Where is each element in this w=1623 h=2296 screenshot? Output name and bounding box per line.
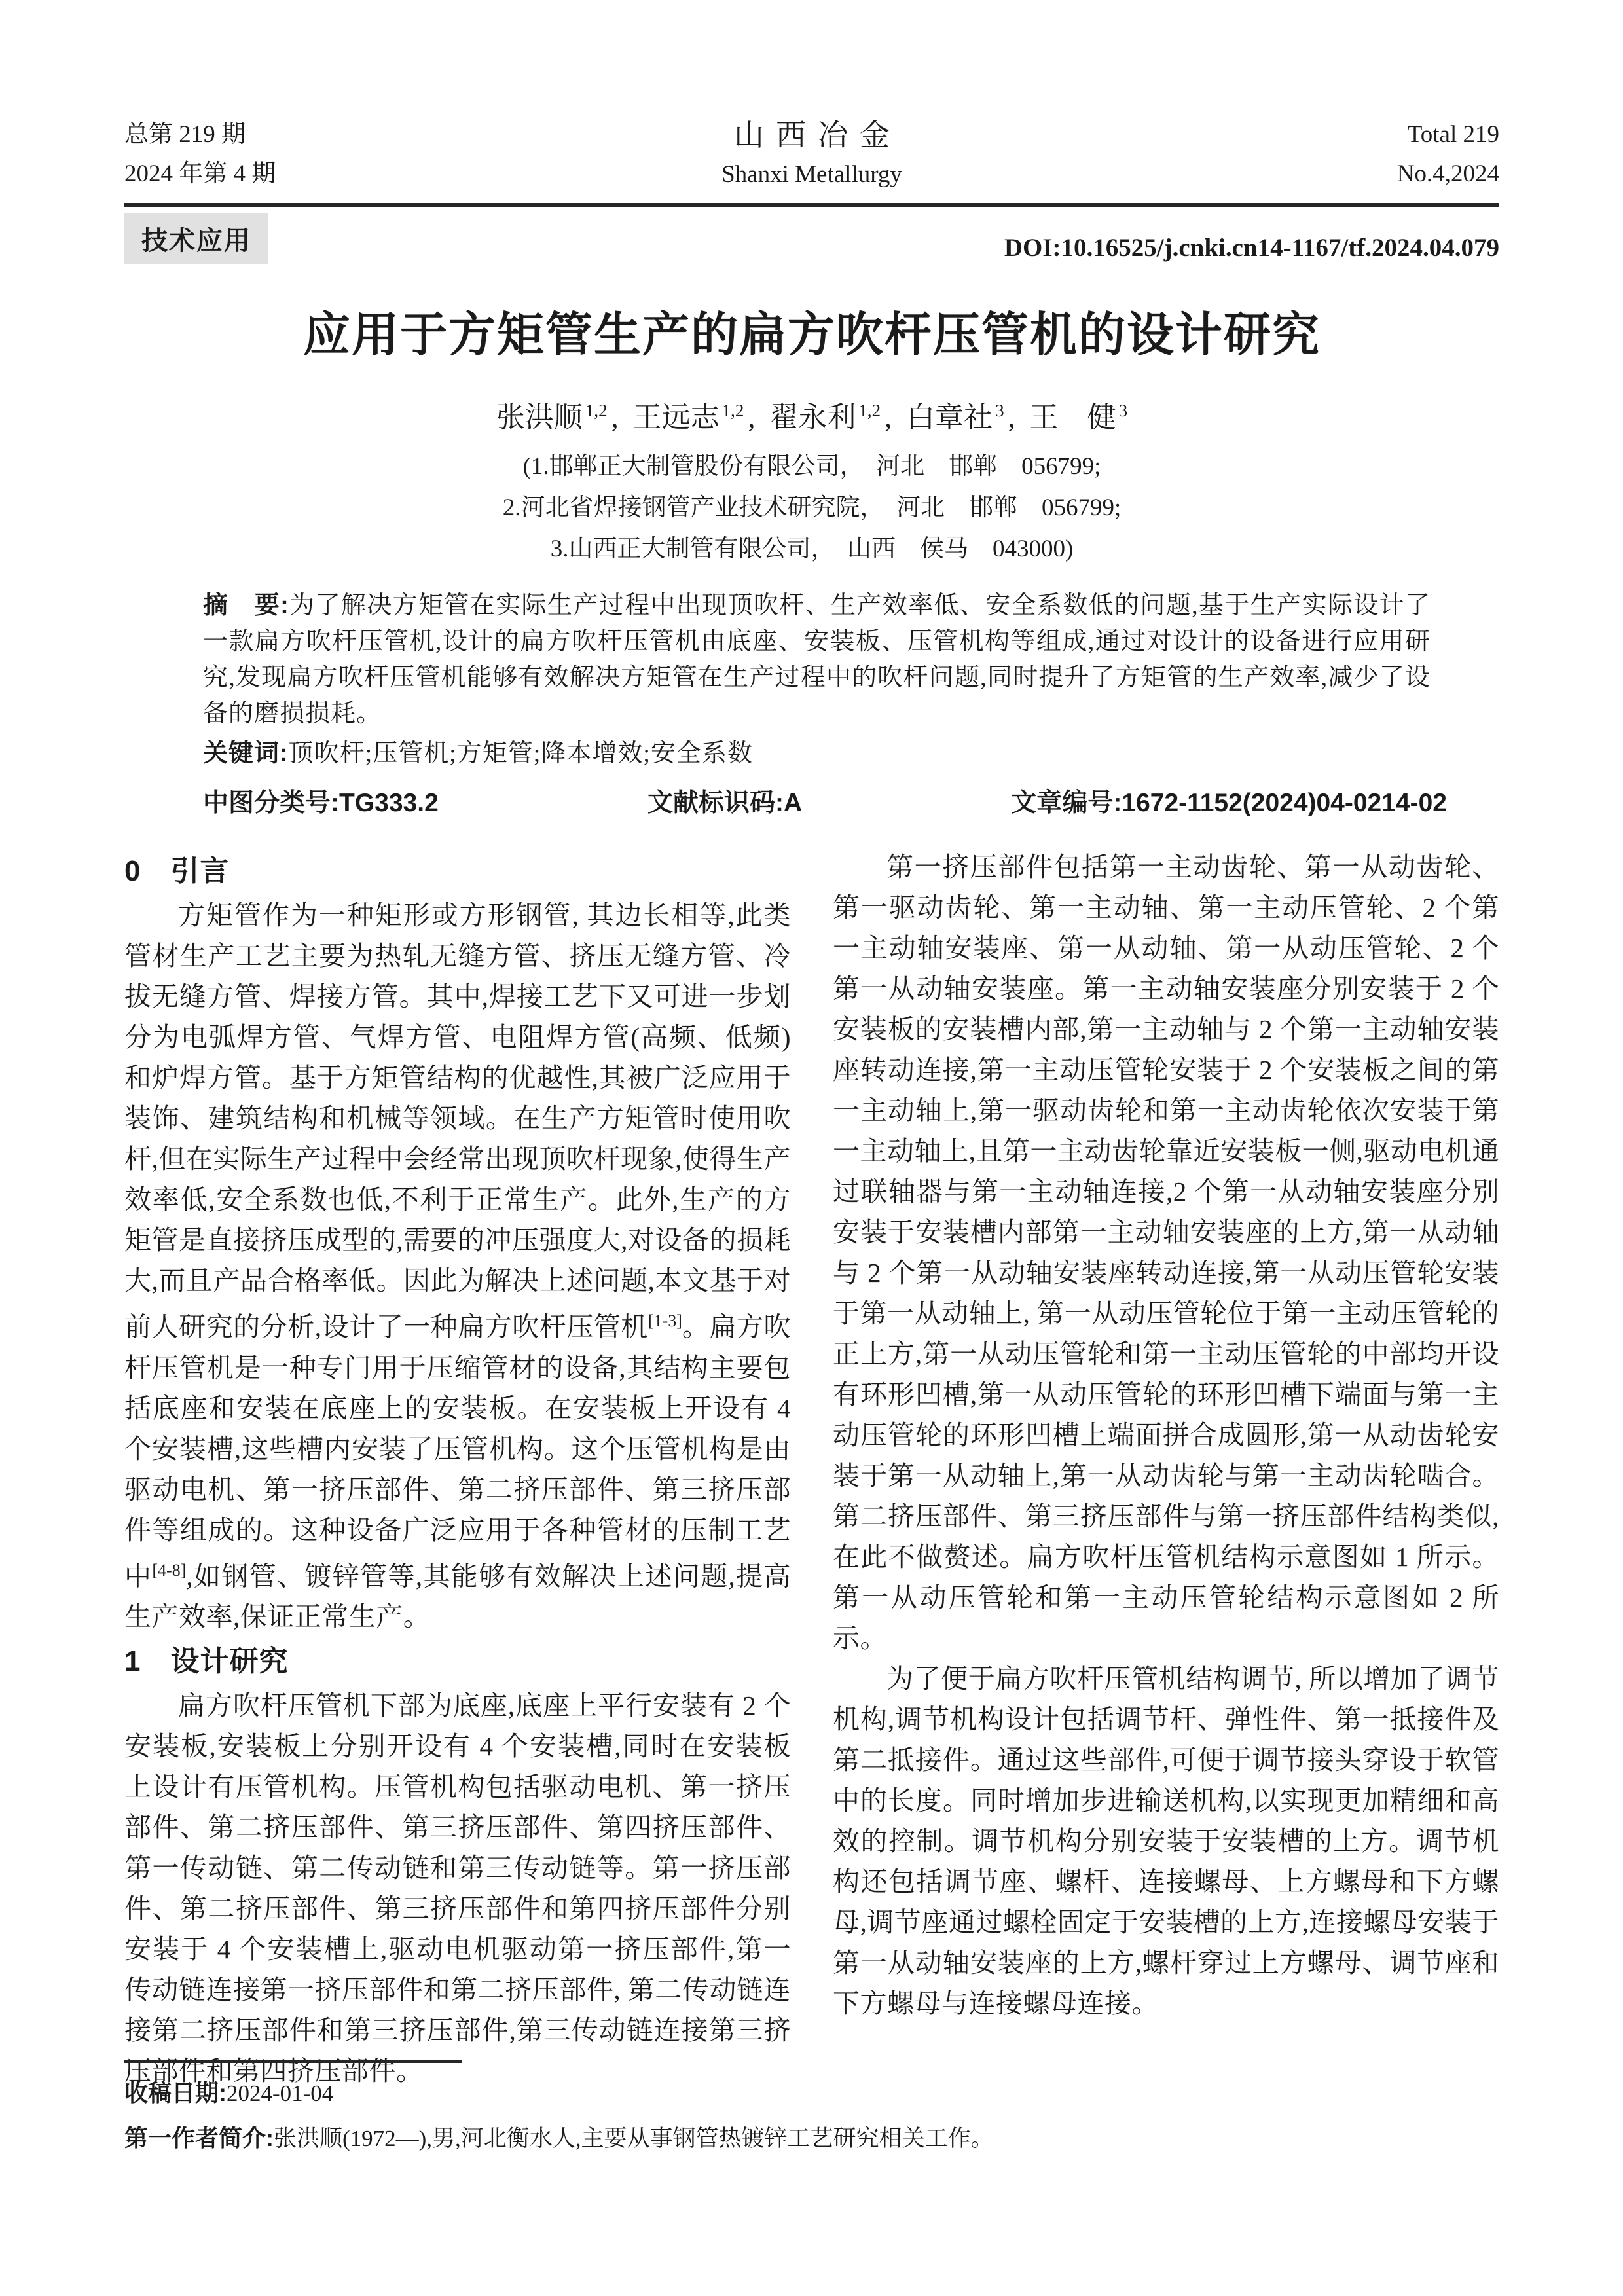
doi: DOI:10.16525/j.cnki.cn14-1167/tf.2024.04.079 — [1004, 234, 1499, 262]
reference-superscript: [1-3] — [647, 1311, 682, 1330]
keywords-text: 顶吹杆;压管机;方矩管;降本增效;安全系数 — [288, 740, 753, 767]
body-columns — [124, 847, 1499, 2091]
author-affiliation-superscript: 1,2 — [858, 401, 881, 421]
footnote-area — [124, 2060, 1499, 2153]
reference-superscript: [4-8] — [152, 1560, 187, 1580]
page-content — [124, 115, 1499, 2091]
author-name: 白章社 — [906, 401, 993, 433]
header-left-block — [124, 115, 406, 194]
design-paragraph-1: 扁方吹杆压管机下部为底座,底座上平行安装有 2 个安装板,安装板上分别开设有 4 个安装槽,同时在安装板上设计有压管机构。压管机构包括驱动电机、第一挤压部件、第二挤压部件、第三挤压部件、第四挤压部件、第一传动链、第二传动链和第三传动链等。第一挤压部件、第二挤压部件、第三挤压部件和第四挤压部件分别安装于 4 个安装槽上,驱动电机驱动第一挤压部件,第一传动链连接第一挤压部件和第二挤压部件, 第二传动链连接第二挤压部件和第三挤压部件,第三传动链连接第三挤压部件和第四挤压部件。 — [124, 1690, 791, 2086]
affiliation-line: (1.邯郸正大制管股份有限公司， 河北 邯郸 056799; — [522, 453, 1101, 480]
author-name: 张洪顺 — [496, 401, 583, 433]
abstract-block — [203, 588, 1431, 732]
footnote-rule — [124, 2060, 462, 2063]
issue-number-en: Total 219 — [1407, 121, 1499, 148]
article-id-value: 1672-1152(2024)04-0214-02 — [1122, 789, 1447, 817]
bio-label: 第一作者简介: — [124, 2124, 274, 2151]
doc-code-value: A — [784, 789, 803, 817]
journal-title-cn: 山西冶金 — [734, 118, 902, 152]
author-affiliation-superscript: 1,2 — [721, 401, 744, 421]
issue-number-cn: 总第 219 期 — [124, 121, 246, 148]
abstract-label: 摘 要: — [203, 592, 289, 619]
journal-header — [124, 115, 1499, 194]
received-value: 2024-01-04 — [227, 2081, 334, 2106]
article-id-label: 文章编号: — [1011, 789, 1122, 817]
issue-year-cn: 2024 年第 4 期 — [124, 160, 276, 187]
keywords-label: 关键词: — [203, 740, 289, 767]
header-center-block — [406, 115, 1218, 194]
author-affiliation-superscript: 1,2 — [585, 401, 608, 421]
doc-code-label: 文献标识码: — [647, 789, 784, 817]
author-name: 王 健 — [1029, 401, 1116, 433]
article-id-item — [1011, 782, 1447, 819]
section-heading-1: 1 设计研究 — [124, 1645, 289, 1678]
section-heading-0: 0 引言 — [124, 855, 230, 887]
author-affiliation-superscript: 3 — [1118, 401, 1128, 421]
author-bio-line — [124, 2124, 1499, 2153]
abstract-text: 为了解决方矩管在实际生产过程中出现顶吹杆、生产效率低、安全系数低的问题,基于生产实际设计了一款扁方吹杆压管机,设计的扁方吹杆压管机由底座、安装板、压管机构等组成,通过对设计的设备进行应用研究,发现扁方吹杆压管机能够有效解决方矩管在生产过程中的吹杆问题,同时提升了方矩管的生产效率,减少了设备的磨损损耗。 — [203, 592, 1431, 727]
author-separator: , — [1008, 401, 1015, 433]
classification-row — [203, 782, 1447, 819]
doc-code-item — [647, 782, 802, 819]
header-right-block — [1218, 115, 1499, 194]
header-rule — [124, 203, 1499, 207]
article-title: 应用于方矩管生产的扁方吹杆压管机的设计研究 — [302, 309, 1321, 361]
journal-title-en: Shanxi Metallurgy — [721, 161, 902, 188]
clc-label: 中图分类号: — [203, 789, 339, 817]
author-name: 王远志 — [632, 401, 720, 433]
affiliation-line: 2.河北省焊接钢管产业技术研究院， 河北 邯郸 056799; — [502, 494, 1122, 521]
badge-doi-row — [124, 213, 1499, 264]
left-column — [124, 847, 791, 2091]
author-affiliation-superscript: 3 — [995, 401, 1004, 421]
author-separator: , — [884, 401, 892, 433]
authors-line — [124, 393, 1499, 435]
author-separator: , — [611, 401, 619, 433]
clc-value: TG333.2 — [339, 789, 439, 817]
affiliation-line: 3.山西正大制管有限公司， 山西 侯马 043000) — [550, 536, 1074, 562]
column-badge: 技术应用 — [124, 213, 268, 264]
design-paragraph-2: 第一挤压部件包括第一主动齿轮、第一从动齿轮、第一驱动齿轮、第一主动轴、第一主动压管轮、2 个第一主动轴安装座、第一从动轴、第一从动压管轮、2 个第一从动轴安装座。第一主动轴安装座分别安装于 2 个安装板的安装槽内部,第一主动轴与 2 个第一主动轴安装座转动连接,第一主动压管轮安装于 2 个安装板之间的第一主动轴上,第一驱动齿轮和第一主动齿轮依次安装于第一主动轴上,且第一主动齿轮靠近安装板一侧,驱动电机通过联轴器与第一主动轴连接,2 个第一从动轴安装座分别安装于安装槽内部第一主动轴安装座的上方,第一从动轴与 2 个第一从动轴安装座转动连接,第一从动压管轮安装于第一从动轴上, 第一从动压管轮位于第一主动压管轮的正上方,第一从动压管轮和第一主动压管轮的中部均开设有环形凹槽,第一从动压管轮的环形凹槽下端面与第一主动压管轮的环形凹槽上端面拼合成圆形,第一从动齿轮安装于第一从动轴上,第一从动齿轮与第一主动齿轮啮合。第二挤压部件、第三挤压部件与第一挤压部件结构类似,在此不做赘述。扁方吹杆压管机结构示意图如 1 所示。第一从动压管轮和第一主动压管轮结构示意图如 2 所示。 — [833, 852, 1499, 1653]
clc-item — [203, 782, 439, 819]
author-name: 翟永利 — [769, 401, 856, 433]
bio-value: 张洪顺(1972—),男,河北衡水人,主要从事钢管热镀锌工艺研究相关工作。 — [274, 2126, 994, 2151]
keywords-line — [203, 736, 1431, 772]
received-date-line — [124, 2079, 1499, 2108]
design-paragraph-3: 为了便于扁方吹杆压管机结构调节, 所以增加了调节机构,调节机构设计包括调节杆、弹性件、第一抵接件及第二抵接件。通过这些部件,可便于调节接头穿设于软管中的长度。同时增加步进输送机构,以实现更加精细和高效的控制。调节机构分别安装于安装槽的上方。调节机构还包括调节座、螺杆、连接螺母、上方螺母和下方螺母,调节座通过螺栓固定于安装槽的上方,连接螺母安装于第一从动轴安装座的上方,螺杆穿过上方螺母、调节座和下方螺母与连接螺母连接。 — [833, 1664, 1499, 2018]
affiliations-block — [124, 446, 1499, 570]
issue-year-en: No.4,2024 — [1396, 160, 1499, 187]
right-column — [833, 847, 1499, 2091]
author-separator: , — [748, 401, 756, 433]
intro-paragraph: 方矩管作为一种矩形或方形钢管, 其边长相等,此类管材生产工艺主要为热轧无缝方管、挤压无缝方管、冷拔无缝方管、焊接方管。其中,焊接工艺下又可进一步划分为电弧焊方管、气焊方管、电阻焊方管(高频、低频)和炉焊方管。基于方矩管结构的优越性,其被广泛应用于装饰、建筑结构和机械等领域。在生产方矩管时使用吹杆,但在实际生产过程中会经常出现顶吹杆现象,使得生产效率低,安全系数也低,不利于正常生产。此外,生产的方矩管是直接挤压成型的,需要的冲压强度大,对设备的损耗大,而且产品合格率低。因此为解决上述问题,本文基于对前人研究的分析,设计了一种扁方吹杆压管机[1-3]。扁方吹杆压管机是一种专门用于压缩管材的设备,其结构主要包括底座和安装在底座上的安装板。在安装板上开设有 4 个安装槽,这些槽内安装了压管机构。这个压管机构是由驱动电机、第一挤压部件、第二挤压部件、第三挤压部件等组成的。这种设备广泛应用于各种管材的压制工艺中[4-8],如钢管、镀锌管等,其能够有效解决上述问题,提高生产效率,保证正常生产。 — [124, 900, 792, 1632]
received-label: 收稿日期: — [124, 2079, 227, 2106]
